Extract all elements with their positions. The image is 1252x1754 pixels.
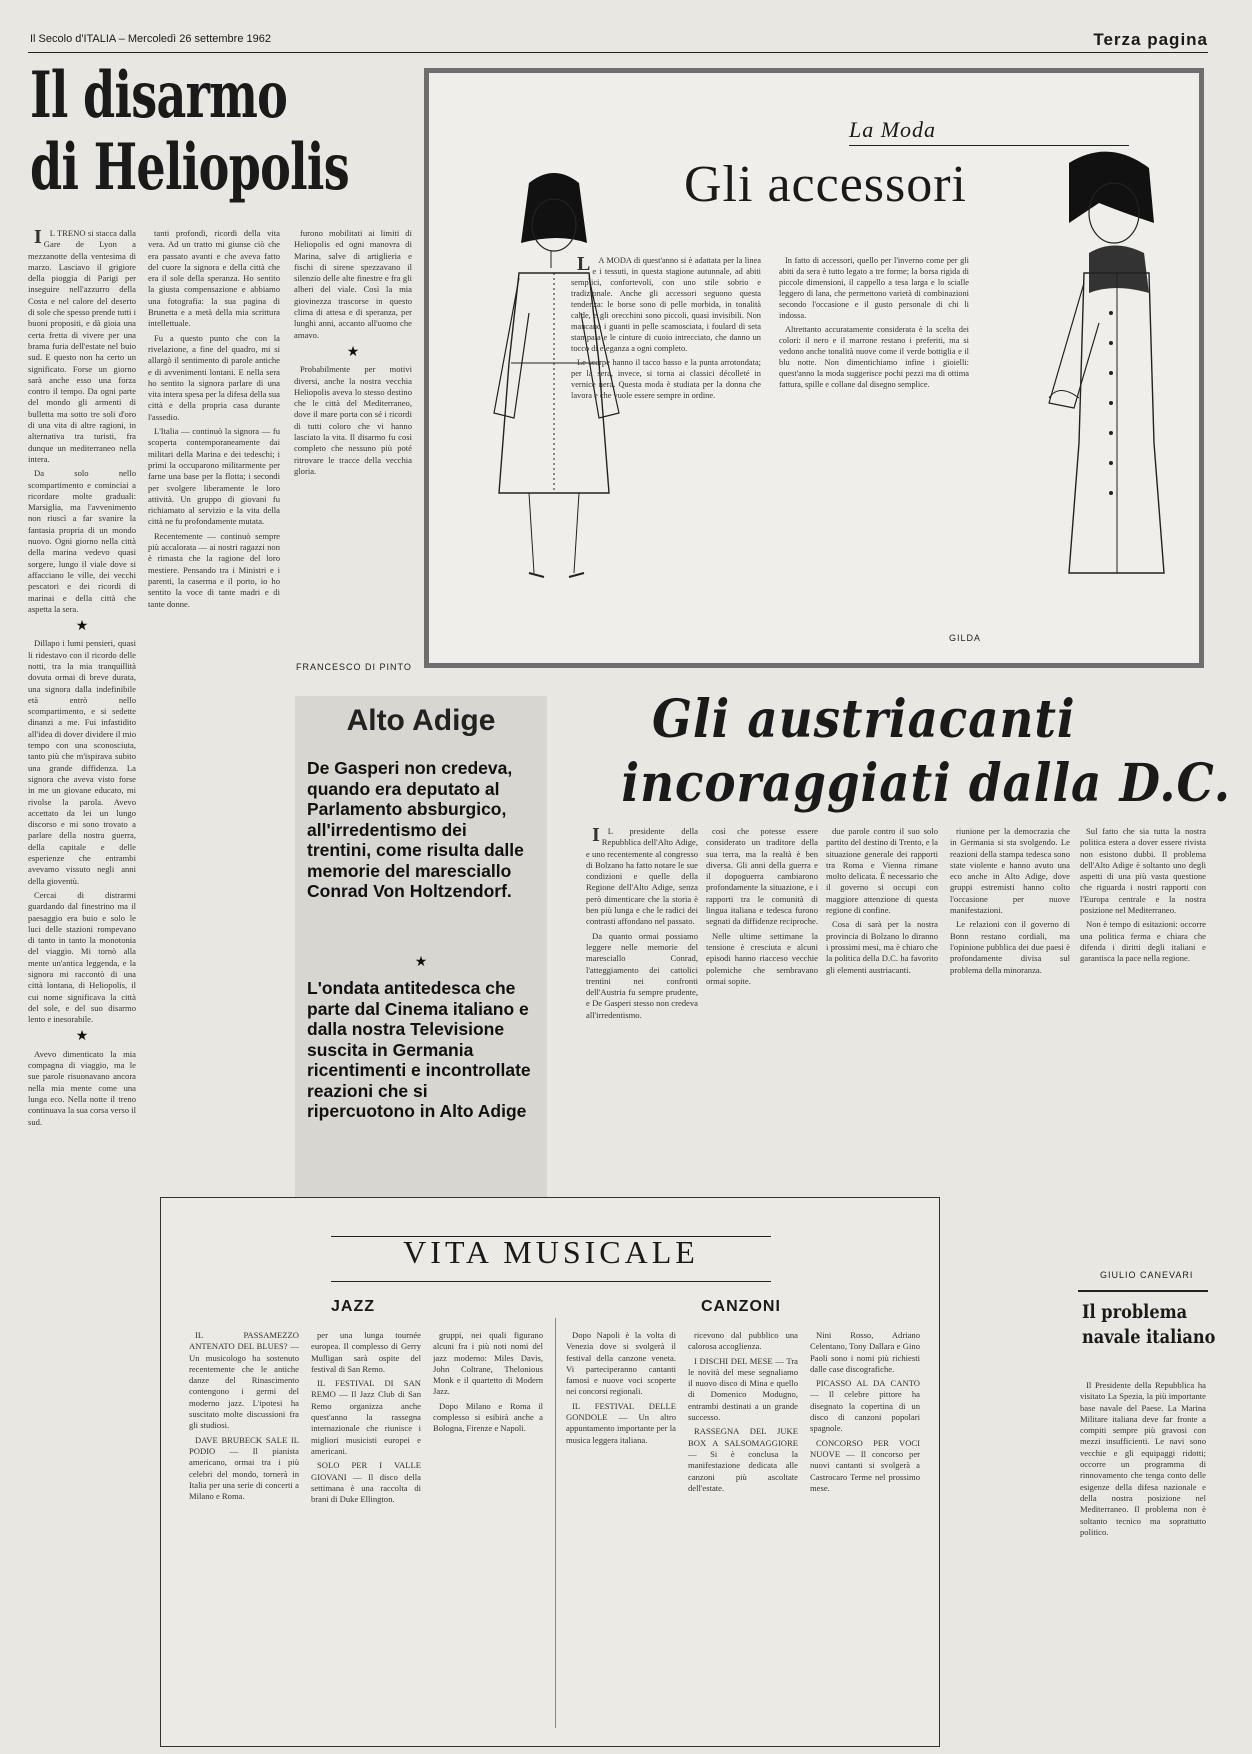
music-para: IL FESTIVAL DELLE GONDOLE — Un altro appuntamento importante per la musica leggera italiana. xyxy=(566,1400,676,1445)
article1-para: tanti profondi, ricordi della vita vera. Ad un tratto mi giunse ciò che era passato avanti e che aveva fatto del cuore la signora e della città che era il sole della speranza. Ho sentito la giusta compensazione e abbiamo una fotografia: la sua pagina di Brunetta e a metà della mia scrittura intellettuale. xyxy=(148,228,280,329)
article1-column-2 xyxy=(148,228,280,1188)
austriacanti-para: Non è tempo di esitazioni: occorre una politica ferma e chiara che difenda i diritti degli italiani e garantisca la pace nella regione. xyxy=(1080,919,1206,964)
fashion-column-2 xyxy=(779,255,969,645)
music-para: RASSEGNA DEL JUKE BOX A SALSOMAGGIORE — Si è conclusa la manifestazione dedicata alle canzoni più ascoltate dell'estate. xyxy=(688,1426,798,1493)
article1-para: Probabilmente per motivi diversi, anche la nostra vecchia Heliopolis aveva lo stesso destino che le città del Mediterraneo, dove il mare porta con sé i ricordi di tutti coloro che vi hanno lasciato la vita. Il disarmo fu così completo che nessuno più poté ritrovare le tracce della vecchia gloria. xyxy=(294,364,412,476)
music-para: Dopo Milano e Roma il complesso si esibirà anche a Bologna, Firenze e Napoli. xyxy=(433,1400,543,1434)
fashion-box xyxy=(424,68,1204,668)
star-ornament-icon: ★ xyxy=(75,1029,89,1045)
music-para: per una lunga tournée europea. Il complesso di Gerry Mulligan sarà ospite del festival di San Remo. xyxy=(311,1330,421,1374)
alto-adige-deck-2: L'ondata antitedesca che parte dal Cinema italiano e dalla nostra Televisione suscita in Germania ricentimenti e incontrollate reazioni che si ripercuotono in Alto Adige xyxy=(307,978,531,1121)
jazz-heading: JAZZ xyxy=(331,1298,375,1315)
austriacanti-line1: Gli austriacanti xyxy=(652,689,1076,750)
austriacanti-column-2 xyxy=(706,826,818,1178)
music-para: IL FESTIVAL DI SAN REMO — Il Jazz Club di San Remo organizza anche quest'anno la rassegna internazionale che riunisce i migliori musicisti europei e americani. xyxy=(311,1378,421,1456)
article1-para: Da solo nello scompartimento e cominciai a ricordare molte graduali: Marsiglia, ma l'avvenimento non riuscì a far svanire la fantasia propria di un mondo nuovo. Ogni giorno nella città della marina vedevo quasi sorgere, lungo il viale dove si affacciano le ville, dei vecchi pescatori e dei ricordi di marinai e della città che aspetta la sera. xyxy=(28,468,136,614)
music-para: Dopo Napoli è la volta di Venezia dove si svolgerà il festival della canzone veneta. Vi parteciperanno cantanti famosi e nuove voci scoperte nei concorsi regionali. xyxy=(566,1330,676,1397)
austriacanti-line2: incoraggiati dalla D.C. xyxy=(621,753,1231,814)
music-para: Nini Rosso, Adriano Celentano, Tony Dallara e Gino Paoli sono i nomi più richiesti dalle case discografiche. xyxy=(810,1330,920,1374)
fashion-sketch-right xyxy=(1029,143,1199,613)
canzoni-column-2 xyxy=(688,1330,798,1730)
jazz-column-1 xyxy=(189,1330,299,1730)
music-divider xyxy=(555,1318,556,1728)
star-ornament-icon: ★ xyxy=(414,955,428,970)
fashion-para: Altrettanto accuratamente considerata è la scelta dei colori: il nero e il marrone restano i preferiti, ma si vedono anche tonalità nuove come il verde bottiglia e il blu notte. Non dimentichiamo infine i gioielli: quest'anno la moda suggerisce pochi pezzi ma di ottima fattura, spille e collane dal disegno semplice. xyxy=(779,325,969,389)
jazz-column-3 xyxy=(433,1330,543,1730)
music-title: VITA MUSICALE xyxy=(403,1234,699,1270)
austriacanti-headline xyxy=(621,688,1231,816)
austriacanti-para: così che potesse essere considerato un traditore della sua terra, ma la realtà è ben diversa. Gli anni della guerra e il dopoguerra cambiarono profondamente la situazione, e i rapporti tra le comunità di lingua italiana e tedesca furono segnati da diffidenze reciproche. xyxy=(706,826,818,927)
canzoni-column-3 xyxy=(810,1330,920,1730)
austriacanti-para: Cosa di sarà per la nostra provincia di Bolzano lo diranno i prossimi mesi, ma è chiaro che la politica della D.C. ha favorito gli elementi austriacanti. xyxy=(826,919,938,975)
article1-para: Dillapo i lumi pensieri, quasi li ridestavo con il ricordo delle notti, tra la mia tranquillità dovuta ormai di breve durata, una signora dalla indefinibile età entrò nello scompartimento, e si sedette dinanzi a me. Fui infastidito all'idea di dover dividere il mio tempo con una sconosciuta, tanto più che m'ispirava subito una grande diffidenza. La signora che aveva visto forse in me un giovane educato, mi rivolse la parola. Avevo accettato da lei un lungo discorso e mi sono trovato a parlare della nostra guerra, della capitale e delle esperienze che entrambi avevamo vissuto negli anni della gioventù. xyxy=(28,638,136,886)
fashion-para: In fatto di accessori, quello per l'inverno come per gli abiti da sera è tutto legato a tre forme; la borsa rigida di piccole dimensioni, il cappello a tesa larga e lo scialle leggero di lana, che permettono varietà di combinazioni secondo l'occasione e il gusto personale di chi li indossa. xyxy=(779,256,969,320)
star-ornament-icon: ★ xyxy=(346,344,360,360)
canzoni-column-1 xyxy=(566,1330,676,1730)
music-para: I DISCHI DEL MESE — Tra le novità del mese segnaliamo il nuovo disco di Mina e quello di Domenico Modugno, entrambi destinati a un grande successo. xyxy=(688,1355,798,1423)
music-para: CONCORSO PER VOCI NUOVE — Il concorso per nuovi cantanti si svolgerà a Castrocaro Terme nel prossimo mese. xyxy=(810,1437,920,1493)
fashion-para: Le scarpe hanno il tacco basso e la punta arrotondata; per la sera, invece, si torna ai classici décolleté in vernice nera. Questa moda è studiata per la donna che lavora e che vuole essere sempre in ordine. xyxy=(571,358,761,400)
austriacanti-para: Le relazioni con il governo di Bonn restano cordiali, ma l'opinione pubblica dei due paesi è profondamente divisa sul problema della minoranza. xyxy=(950,919,1070,975)
alto-adige-deck-1: De Gasperi non credeva, quando era deputato al Parlamento absburgico, all'irredentismo dei trentini, come risulta dalle memorie del maresciallo Conrad Von Holtzendorf. xyxy=(307,758,524,901)
headline-line2: di Heliopolis xyxy=(30,130,349,205)
naval-para: Il Presidente della Repubblica ha visitato La Spezia, la più importante base navale del Paese. La Marina Militare italiana deve far fronte a compiti sempre più gravosi con mezzi insufficienti. Le navi sono vecchie e gli equipaggi ridotti; occorre un programma di rinnovamento che tenga conto delle esigenze della difesa nazionale e della nostra posizione nel Mediterraneo. Il problema non è soltanto tecnico ma soprattutto politico. xyxy=(1080,1380,1206,1537)
canzoni-heading: CANZONI xyxy=(701,1298,781,1315)
austriacanti-para: Da quanto ormai possiamo leggere nelle memorie del maresciallo Conrad, l'atteggiamento dei cattolici trentini nei confronti dell'Austria fu sempre prudente, e De Gasperi stesso non credeva all'irredentismo. xyxy=(586,930,698,1020)
austriacanti-column-5 xyxy=(1080,826,1206,1246)
fashion-para: LA MODA di quest'anno si è adattata per la linea e i tessuti, in questa stagione autunnale, ad abiti semplici, confortevoli, con uno stile sobrio e tradizionale. Anche gli accessori seguono questa tendenza: le borse sono di pelle morbida, in tonalità calde, e gli orecchini sono piccoli, quasi invisibili. Non mancano i guanti in pelle scamosciata, i foulard di seta stampata e le cinture di cuoio intrecciato, che danno un tocco di eleganza a ogni completo. xyxy=(571,255,761,353)
music-para: PICASSO AL DA CANTO — Il celebre pittore ha disegnato la copertina di un disco di canzoni popolari spagnole. xyxy=(810,1378,920,1434)
music-para: SOLO PER I VALLE GIOVANI — Il disco della settimana è una raccolta di brani di Duke Ellington. xyxy=(311,1460,421,1505)
article1-para: Recentemente — continuò sempre più accalorata — ai nostri ragazzi non è rimasta che la ragione del loro mestiere. Pensando tra i Ministri e i parenti, la caserma e il porto, io ho sentito la voce di tante madri e di tante donne. xyxy=(148,530,280,609)
austriacanti-para: riunione per la democrazia che in Germania si sta svolgendo. Le reazioni della stampa tedesca sono state violente e hanno avuto una eco anche in Alto Adige, dove gruppi estremisti hanno colto l'occasione per nuove manifestazioni. xyxy=(950,826,1070,916)
naval-line2: navale italiano xyxy=(1082,1326,1216,1348)
fashion-title: Gli accessori xyxy=(684,156,968,213)
article1-para: furono mobilitati ai limiti di Heliopolis ed ogni manovra di Marina, salve di artiglieria e fischi di sirene spezzavano il silenzio delle alte finestre e fra gli alberi del viale. Così la mia giovinezza trascorse in questo clima di attesa e di speranza, per lunghi anni, accanto all'uomo che amavo. xyxy=(294,228,412,340)
fashion-signature: GILDA xyxy=(949,633,982,643)
section-title: Terza pagina xyxy=(1093,30,1208,49)
naval-column xyxy=(1080,1380,1206,1740)
article1-column-1 xyxy=(28,228,136,1528)
austriacanti-column-1 xyxy=(586,826,698,1178)
austriacanti-para: Nelle ultime settimane la tensione è cresciuta e alcuni episodi hanno riacceso vecchie polemiche che sembravano ormai sopite. xyxy=(706,930,818,986)
music-para: IL PASSAMEZZO ANTENATO DEL BLUES? — Un musicologo ha sostenuto recentemente che le antiche danze del Rinascimento contengono i germi del moderno jazz. L'ipotesi ha suscitato molte discussioni fra gli studiosi. xyxy=(189,1330,299,1431)
main-headline xyxy=(30,58,349,205)
music-para: ricevono dal pubblico una calorosa accoglienza. xyxy=(688,1330,798,1352)
article1-para: Fu a questo punto che con la rivelazione, a fine del quadro, mi si allargò il sentimento di parole antiche e di avvenimenti lontani. E nella sera ho sentito la signora parlare di una vita intera spesa per la difesa della sua città e della propria casa durante l'assedio. xyxy=(148,332,280,422)
music-para: gruppi, nei quali figurano alcuni fra i più noti nomi del jazz moderno: Miles Davis, John Coltrane, Thelonious Monk e il quartetto di Modern Jazz. xyxy=(433,1330,543,1397)
naval-line1: Il problema xyxy=(1082,1301,1188,1323)
austriacanti-para: IL presidente della Repubblica dell'Alto Adige, e uno recentemente al congresso di Bolzano ha fatto notare le sue condizioni e quelle della Regione dell'Alto Adige, senza però dimenticare che la storia è ben più lunga e che le radici dei contrasti affondano nel passato. xyxy=(586,826,698,927)
austriacanti-column-3 xyxy=(826,826,938,1178)
star-ornament-icon: ★ xyxy=(75,619,89,635)
article1-column-3 xyxy=(294,228,412,648)
header-info: Il Secolo d'ITALIA – Mercoledì 26 settembre 1962 xyxy=(30,33,271,45)
fashion-kicker: La Moda xyxy=(849,117,937,142)
alto-adige-box xyxy=(295,696,547,1276)
article1-para: L'Italia — continuò la signora — fu scoperta contemporaneamente dai militari della Marina e dei tedeschi; i primi la occuparono militarmente per farne una base per la flotta; i secondi per svolgere liberamente le loro attività. Un gruppo di giovani fu richiamato al servizio e la vita della città ne fu profondamente mutata. xyxy=(148,426,280,527)
austriacanti-column-4 xyxy=(950,826,1070,1706)
headline-line1: Il disarmo xyxy=(30,58,288,133)
article1-signature: FRANCESCO DI PINTO xyxy=(296,662,412,672)
article1-para: Cercai di distrarmi guardando dal finestrino ma il paesaggio era buio e solo le luci delle stazioni rompevano di tanto in tanto la monotonia del viaggio. Mi tornò alla mente un'antica leggenda, e la signora mi raccontò di una città lontana, di Heliopolis, il cui nome significava la città del sole, e del suo disarmo lento e inesorabile. xyxy=(28,889,136,1025)
article1-para: IL TRENO si stacca dalla Gare de Lyon a mezzanotte della ventesima di marzo. Lasciavo il grigiore della pioggia di Parigi per inseguire nell'azzurro della Costa e nel calore del deserto di sole che spesso prende tutti i buoni propositi, e dà gioia una certa fretta di vivere per una brama furia dell'estate nel buio sud. E questo non ha certo un significato. Forse un giorno sarà anche esso una forza contro il tempo. Da ogni parte del mondo gli armenti di bulletta ma sotto tre soli d'oro di una vita di altre ragioni, in alternativa tra turisti, fra dunque un mediterraneo nella intera. xyxy=(28,228,136,464)
music-para: DAVE BRUBECK SALE IL PODIO — Il pianista americano, ormai tra i più celebri del mondo, tornerà in Italia per una serie di concerti a Milano e Roma. xyxy=(189,1434,299,1502)
page-header xyxy=(28,30,1208,53)
alto-adige-title: Alto Adige xyxy=(346,704,496,737)
music-box xyxy=(160,1197,940,1747)
jazz-column-2 xyxy=(311,1330,421,1730)
austriacanti-para: Sul fatto che sia tutta la nostra politica estera a dover essere rivista non esistono dubbi. Il problema dell'Alto Adige è soltanto uno degli aspetti di una più vasta questione che riguarda i nostri rapporti con l'Europa centrale e la nostra posizione nel Mediterraneo. xyxy=(1080,826,1206,916)
austriacanti-signature: GIULIO CANEVARI xyxy=(1100,1270,1194,1280)
article1-para: Avevo dimenticato la mia compagna di viaggio, ma le sue parole risuonavano ancora nella mia mente come una lunga eco. Nella notte il treno continuava la sua corsa verso il sud. xyxy=(28,1048,136,1127)
naval-headline xyxy=(1082,1300,1215,1350)
fashion-column-1 xyxy=(571,255,761,645)
austriacanti-para: due parole contro il suo solo partito del destino di Trento, e la situazione generale dei rapporti tra Roma e Vienna rimane molto delicata. È necessario che il governo si occupi con maggiore attenzione di questa regione di confine. xyxy=(826,826,938,916)
